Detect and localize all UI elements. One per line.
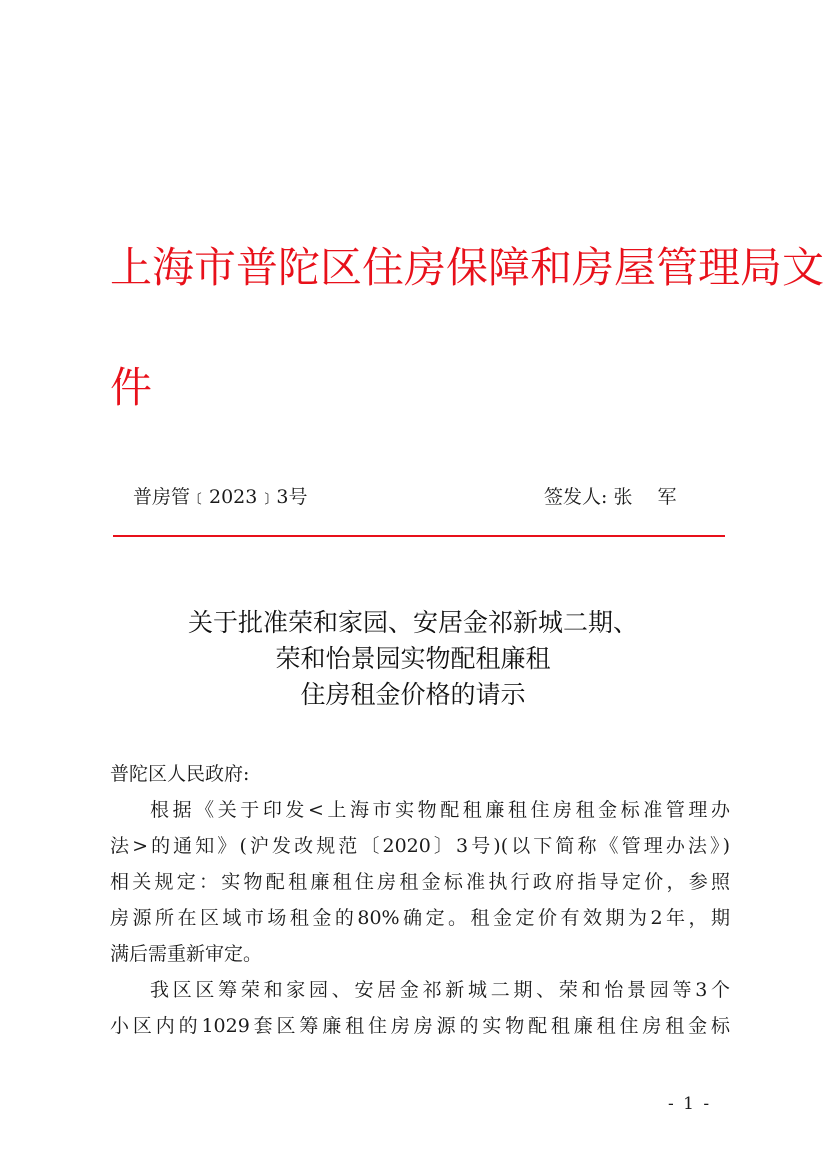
paragraph-2-line-2: 小区内的1029套区筹廉租住房房源的实物配租廉租住房租金标 — [110, 1015, 730, 1037]
document-number: 普房管﹝2023﹞3号 — [133, 486, 308, 508]
issuer-block — [544, 482, 686, 512]
paragraph-1 — [110, 792, 730, 972]
paragraph-2 — [110, 972, 730, 1044]
document-title — [100, 605, 726, 713]
title-line-2: 荣和怡景园实物配租廉租 — [275, 644, 551, 673]
document-masthead — [110, 208, 825, 448]
document-body — [110, 756, 730, 1044]
masthead-line-2: 件 — [110, 363, 153, 412]
issuer-label: 签发人: — [544, 486, 608, 508]
masthead-line-1: 上海市普陀区住房保障和房屋管理局文 — [110, 243, 825, 292]
paragraph-1-line-3: 相关规定：实物配租廉租住房租金标准执行政府指导定价，参照 — [110, 871, 730, 893]
red-divider-rule — [113, 535, 725, 537]
salutation: 普陀区人民政府: — [110, 763, 250, 785]
page-number: - 1 - — [668, 1094, 712, 1114]
issuer-name: 张 军 — [613, 486, 686, 508]
paragraph-1-line-1: 根据《关于印发<上海市实物配租廉租住房租金标准管理办 — [150, 799, 730, 821]
paragraph-1-line-2: 法>的通知》(沪发改规范〔2020〕3号)(以下简称《管理办法》) — [110, 835, 730, 857]
paragraph-2-line-1: 我区区筹荣和家园、安居金祁新城二期、荣和怡景园等3个 — [150, 979, 730, 1001]
paragraph-1-line-5: 满后需重新审定。 — [110, 943, 263, 965]
title-line-1: 关于批准荣和家园、安居金祁新城二期、 — [187, 608, 638, 637]
paragraph-1-line-4: 房源所在区域市场租金的80%确定。租金定价有效期为2年，期 — [110, 907, 730, 929]
title-line-3: 住房租金价格的请示 — [300, 680, 526, 709]
